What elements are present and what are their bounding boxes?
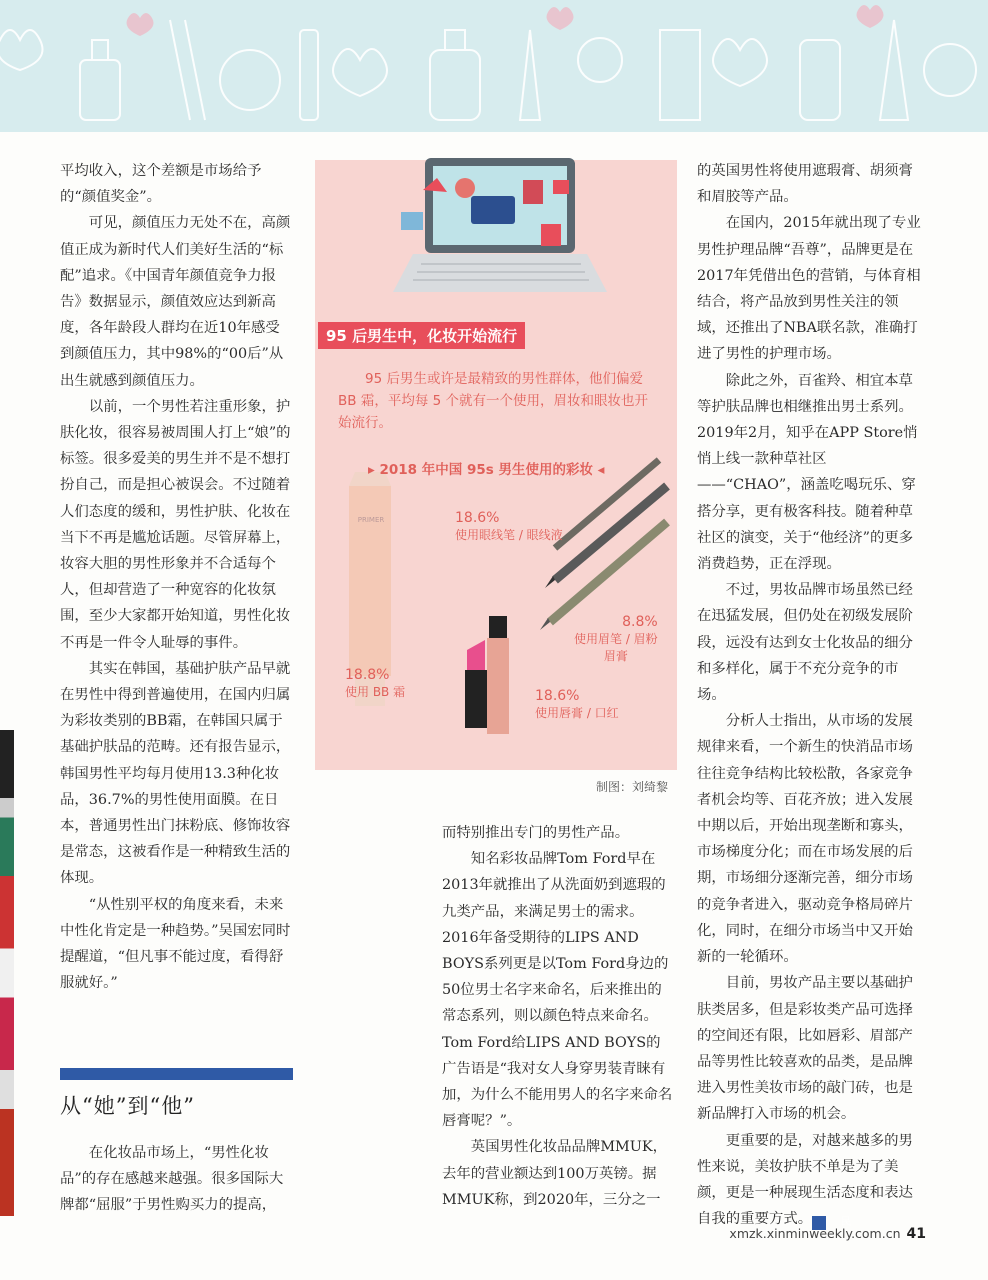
footer-url[interactable]: xmzk.xinminweekly.com.cn: [729, 1226, 901, 1241]
article-column-1-continued: [60, 1140, 294, 1219]
paragraph: 的英国男性将使用遮瑕膏、胡须膏和眉胶等产品。: [697, 163, 913, 206]
chart-category-label: 使用 BB 霜: [345, 685, 406, 699]
article-column-1: [60, 158, 294, 997]
infographic-label: 95 后男生中，化妆开始流行: [318, 322, 525, 349]
chart-title-text: 2018 年中国 95s 男生使用的彩妆: [379, 462, 593, 478]
paragraph: 而特别推出专门的男性产品。: [442, 825, 630, 841]
laptop-illustration: [393, 158, 607, 292]
paragraph: 在国内，2015年就出现了专业男性护理品牌“吾尊”，品牌更是在2017年凭借出色的营销，与体育相结合，将产品放到男性关注的领域，还推出了NBA联名款，准确打进了男性的护理市场。: [697, 215, 921, 363]
cosmetics-doodle-illustration: [0, 0, 988, 132]
section-divider-bar: [60, 1068, 293, 1080]
chart-category-label: 使用眉笔 / 眉粉: [574, 632, 658, 646]
chart-data-label: [455, 510, 563, 543]
article-column-3: [697, 158, 927, 1232]
paragraph: 以前，一个男性若注重形象，护肤化妆，很容易被周围人打上“娘”的标签。很多爱美的男生并不是不想打扮自己，而是担心被误会。不过随着人们态度的缓和，男性护肤、化妆在当下不再是尴尬话题。尽管屏幕上，妆容大胆的男性形象并不合适每个人，但却营造了一种宽容的化妆氛围，至少大家都开始知道，男性化妆不再是一件令人耻辱的事件。: [60, 398, 291, 651]
chart-value: 8.8%: [622, 614, 658, 630]
chart-data-label: [535, 688, 619, 721]
paragraph: 目前，男妆产品主要以基础护肤类居多，但是彩妆类产品可选择的空间还有限，比如唇彩、眉部产品等男性比较喜欢的品类，是品牌进入男性美妆市场的敲门砖，也是新品牌打入市场的机会。: [697, 975, 913, 1123]
chart-data-label: [345, 667, 405, 700]
chart-value: 18.6%: [535, 688, 580, 704]
end-mark-icon: 民: [812, 1216, 826, 1230]
lipstick-illustration: [465, 616, 509, 734]
paragraph: 不过，男妆品牌市场虽然已经在迅猛发展，但仍处在初级发展阶段，远没有达到女士化妆品的细分和多样化，属于不充分竞争的市场。: [697, 582, 913, 704]
chart-category-label: 使用唇膏 / 口红: [535, 706, 619, 720]
page-number: 41: [906, 1226, 926, 1242]
paragraph: “从性别平权的角度来看，未来中性化肯定是一种趋势。”吴国宏同时提醒道，“但凡事不能过度，看得舒服就好。”: [60, 896, 291, 992]
infographic-intro: 95 后男生或许是最精致的男性群体，他们偏爱 BB 霜，平均每 5 个就有一个使用，眉妆和眼妆也开始流行。: [338, 371, 648, 431]
chart-category-label: 眉膏: [603, 649, 628, 663]
photo-edge-strip: [0, 730, 14, 1216]
paragraph: 除此之外，百雀羚、相宜本草等护肤品牌也相继推出男士系列。2019年2月，知乎在APP Store悄悄上线一款种草社区——“CHAO”，涵盖吃喝玩乐、穿搭分享，更有极客科技。随着种草社区的演变，关于“他经济”的更多消费趋势，正在浮现。: [697, 372, 918, 573]
chart-value: 18.8%: [345, 667, 390, 683]
chart-category-label: 使用眼线笔 / 眼线液: [455, 528, 563, 542]
chart-value: 18.6%: [455, 510, 500, 526]
eyebrow-pencil-illustration: [540, 460, 667, 630]
paragraph: 可见，颜值压力无处不在，高颜值正成为新时代人们美好生活的“标配”追求。《中国青年颜值竞争力报告》数据显示，颜值效应达到新高度，各年龄段人群均在近10年感受到颜值压力，其中98%的“00后”从出生就感到颜值压力。: [60, 215, 291, 389]
page-footer: [729, 1226, 926, 1242]
chart-data-label: [574, 614, 658, 664]
paragraph: 平均收入，这个差额是市场给予的“颜值奖金”。: [60, 163, 262, 206]
graphic-credit: 制图：刘绮黎: [596, 780, 669, 794]
chart-title: ▸ 2018 年中国 95s 男生使用的彩妆 ◂: [368, 462, 605, 478]
paragraph: 在化妆品市场上，“男性化妆品”的存在感越来越强。很多国际大牌都“屈服”于男性购买力的提高，: [60, 1145, 284, 1214]
header-banner: [0, 0, 988, 132]
paragraph: 更重要的是，对越来越多的男性来说，美妆护肤不单是为了美颜，更是一种展现生活态度和表达自我的重要方式。 民: [697, 1132, 913, 1229]
paragraph: 英国男性化妆品品牌MMUK，去年的营业额达到100万英镑。据MMUK称，到2020年，三分之一: [442, 1139, 668, 1208]
paragraph: 知名彩妆品牌Tom Ford早在2013年就推出了从洗面奶到遮瑕的九类产品，来满足男士的需求。2016年备受期待的LIPS AND BOYS系列更是以Tom Ford身边的50位男士名字来命名，后来推出的常态系列，则以颜色特点来命名。Tom Ford给LIPS AND BOYS的广告语是“我对女人身穿男装青睐有加，为什么不能用男人的名字来命名唇膏呢？”。: [442, 851, 673, 1130]
article-column-2: [442, 820, 674, 1213]
tube-label: PRIMER: [357, 516, 385, 524]
section-heading: 从“她”到“他”: [60, 1094, 195, 1118]
paragraph: 其实在韩国，基础护肤产品早就在男性中得到普遍使用，在国内归属为彩妆类别的BB霜，在韩国只属于基础护肤品的范畴。还有报告显示，韩国男性平均每月使用13.3种化妆品，36.7%的男性使用面膜。在日本，普通男性出门抹粉底、修饰妆容是常态，这被看作是一种精致生活的体现。: [60, 660, 291, 887]
paragraph: 分析人士指出，从市场的发展规律来看，一个新生的快消品市场往往竞争结构比较松散，各家竞争者机会均等、百花齐放；进入发展中期以后，开始出现垄断和寡头，市场梯度分化；而在市场发展的后期，市场细分逐渐完善，细分市场的竞争者进入，驱动竞争格局碎片化，同时，在细分市场当中又开始新的一轮循环。: [697, 713, 913, 966]
